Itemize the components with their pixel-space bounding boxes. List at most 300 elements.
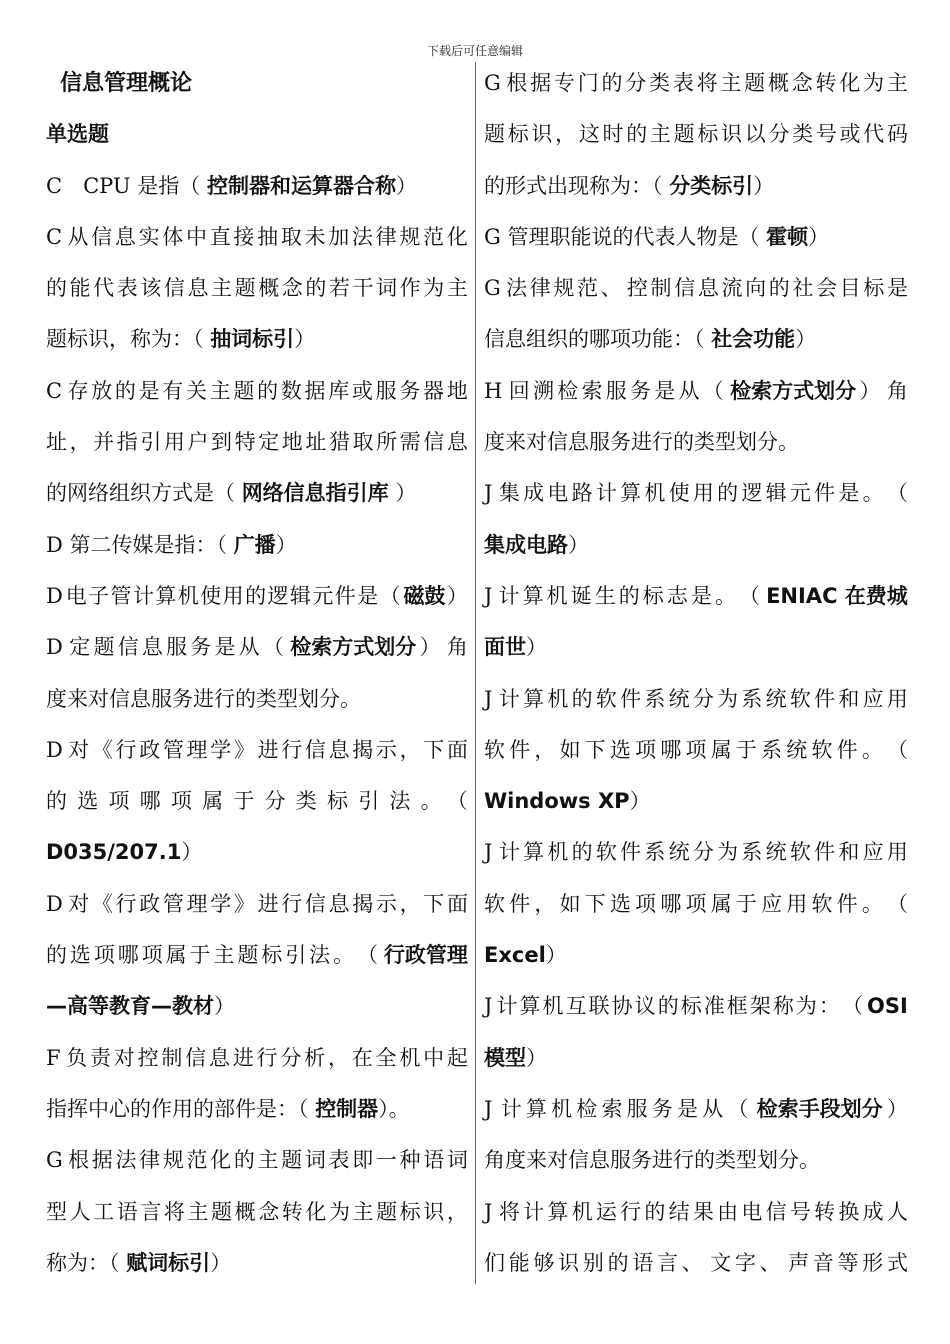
text-char: 使	[668, 481, 690, 506]
text-char: 词	[304, 1148, 326, 1173]
question-text: D 第二传媒是指：（	[46, 532, 234, 557]
text-char: 务	[190, 635, 212, 660]
question-text: 角度来对信息服务进行的类型划分。	[484, 1148, 820, 1173]
text-char: 社	[792, 276, 814, 301]
text-line	[484, 417, 908, 468]
text-char: 进	[232, 1045, 254, 1070]
text-char: 字	[734, 1250, 756, 1275]
question-text: 信息组织的哪项功能：（	[484, 327, 712, 352]
text-char: 果	[692, 1199, 714, 1224]
text-char: 元	[312, 583, 334, 608]
text-char: 标	[863, 276, 885, 301]
text-char: ：	[818, 994, 840, 1019]
text-char: 标	[507, 122, 529, 147]
text-char: 址	[305, 430, 327, 455]
text-char: 检	[576, 1096, 598, 1121]
text-char: 统	[668, 840, 690, 865]
text-char: 语	[116, 1199, 138, 1224]
text-char: 服	[626, 1096, 648, 1121]
text-char: 的	[768, 276, 790, 301]
text-char: 的	[717, 481, 739, 506]
text-char: 于	[189, 943, 211, 968]
text-char: 地	[446, 378, 468, 403]
text-char: 识	[423, 1199, 445, 1224]
text-char: 所	[376, 430, 398, 455]
text-char: 主	[649, 122, 671, 147]
text-char: 管	[162, 891, 184, 916]
text-char: 于	[233, 789, 255, 814]
text-char: 的	[233, 1148, 255, 1173]
text-char: 表	[672, 71, 694, 95]
text-char: J	[484, 994, 493, 1019]
text-char: 计	[500, 1096, 522, 1121]
answer-text: 检索手段划分	[756, 1096, 883, 1121]
text-char: 控	[137, 1045, 159, 1070]
answer-text: 分类标引	[669, 173, 754, 198]
text-char: 信	[765, 1199, 787, 1224]
text-char: 为	[328, 1199, 350, 1224]
text-char: 或	[839, 122, 861, 147]
text-char: 进	[257, 891, 279, 916]
document-title	[46, 58, 468, 109]
text-char: 进	[257, 737, 279, 762]
text-char: 号	[789, 1199, 811, 1224]
text-char: 服	[605, 378, 627, 403]
text-char: 准	[703, 994, 725, 1019]
text-char: 件	[509, 737, 531, 762]
text-char: 类	[649, 71, 671, 95]
text-char: G	[484, 276, 501, 301]
text-char: 化	[839, 71, 861, 95]
text-char: 语	[423, 1148, 445, 1173]
text-char: 对	[113, 1045, 135, 1070]
text-char: 用	[692, 481, 714, 506]
text-char: 集	[498, 481, 520, 506]
text-char: 的	[114, 378, 136, 403]
text-char: 存	[67, 378, 89, 403]
text-char: F	[46, 1045, 61, 1070]
question-text: C CPU 是指（	[46, 173, 207, 198]
text-char: 计	[595, 481, 617, 506]
text-char: 为	[717, 840, 739, 865]
text-char: 式	[886, 1250, 908, 1275]
text-char: 、	[600, 276, 622, 301]
text-char: 词	[446, 1148, 468, 1173]
text-char: 器	[423, 378, 445, 403]
text-char: 用	[163, 430, 185, 455]
text-char: 运	[595, 1199, 617, 1224]
text-char: 件	[620, 686, 642, 711]
text-char: 电	[547, 481, 569, 506]
text-char: 类	[295, 789, 317, 814]
text-char: 未	[304, 224, 326, 249]
text-char: 件	[620, 840, 642, 865]
text-char: 服	[166, 635, 188, 660]
text-char: 引	[140, 430, 162, 455]
text-char: 从	[678, 378, 700, 403]
text-line	[484, 622, 908, 673]
text-char: 统	[765, 686, 787, 711]
answer-text: 霍顿	[766, 224, 809, 249]
text-char: （	[262, 635, 284, 660]
text-char: 题	[233, 378, 255, 403]
text-char: 念	[281, 276, 303, 301]
answer-text: 赋词标引	[126, 1250, 211, 1275]
text-char: 息	[697, 276, 719, 301]
text-char: 属	[710, 891, 732, 916]
text-char: （	[379, 583, 401, 608]
text-char: 件	[814, 686, 836, 711]
text-char: 号	[815, 122, 837, 147]
text-char: 。	[862, 481, 884, 506]
text-char: 范	[423, 224, 445, 249]
text-char: 成	[862, 1199, 884, 1224]
text-char: 是	[654, 378, 676, 403]
text-char: 全	[375, 1045, 397, 1070]
text-char: J	[484, 840, 493, 865]
text-char: 议	[634, 994, 656, 1019]
text-char: （	[887, 891, 908, 916]
text-line	[46, 1238, 468, 1289]
question-text: ）	[294, 327, 316, 352]
text-char: 到	[211, 430, 233, 455]
text-char: 实	[138, 224, 160, 249]
text-char: 政	[139, 891, 161, 916]
text-char: 化	[305, 1199, 327, 1224]
text-line	[484, 674, 908, 725]
text-char: 电	[741, 1199, 763, 1224]
text-char: 选	[69, 943, 91, 968]
text-char: 项	[635, 737, 657, 762]
text-char: 的	[46, 276, 67, 301]
text-line	[46, 212, 468, 263]
text-char: 件	[814, 481, 836, 506]
text-char: J	[484, 1199, 493, 1224]
text-char: 责	[89, 1045, 111, 1070]
question-text: ）	[395, 173, 417, 198]
text-char: G	[46, 1148, 63, 1173]
text-char: 诞	[570, 583, 592, 608]
text-char: 放	[91, 378, 113, 403]
text-char: 、	[759, 1250, 781, 1275]
text-char: 从	[702, 1096, 724, 1121]
text-char: 对	[68, 737, 90, 762]
text-char: 词	[376, 276, 398, 301]
text-char: 路	[571, 481, 593, 506]
text-char: 转	[281, 1199, 303, 1224]
text-char: 能	[69, 276, 91, 301]
text-char: 务	[399, 378, 421, 403]
text-line	[484, 981, 908, 1032]
text-char: 制	[650, 276, 672, 301]
text-char: 辑	[289, 583, 311, 608]
text-line	[46, 109, 468, 160]
question-text: ）	[568, 532, 589, 557]
text-line	[46, 571, 468, 622]
text-char: 规	[399, 224, 421, 249]
text-line	[484, 58, 908, 109]
text-char: ，	[399, 737, 421, 762]
question-text: ）	[526, 1045, 547, 1070]
text-char: 息	[328, 737, 350, 762]
text-char: 计	[498, 840, 520, 865]
question-text: ）	[808, 224, 830, 249]
text-char: 是	[838, 481, 860, 506]
text-char: 引	[358, 789, 380, 814]
text-char: 。	[861, 737, 883, 762]
text-char: 结	[668, 1199, 690, 1224]
text-char: 加	[328, 224, 350, 249]
text-char: 地	[281, 430, 303, 455]
text-char: 的	[644, 1199, 666, 1224]
text-char: 计	[496, 994, 518, 1019]
text-char: 务	[651, 1096, 673, 1121]
question-text: ）	[214, 994, 235, 1019]
text-char: 是	[676, 1096, 698, 1121]
text-line	[46, 366, 468, 417]
question-text: ）。	[378, 1096, 410, 1121]
text-char: 的	[305, 276, 327, 301]
text-char: 行	[115, 891, 137, 916]
text-char: 是	[886, 276, 908, 301]
text-char: 信	[674, 276, 696, 301]
text-char: 接	[233, 224, 255, 249]
text-char: 律	[139, 1148, 161, 1173]
text-char: 用	[886, 686, 908, 711]
text-char: 索	[581, 378, 603, 403]
answer-text: ENIAC 在费城	[766, 583, 908, 608]
text-char: 的	[657, 994, 679, 1019]
text-char: 回	[508, 378, 530, 403]
text-char: 需	[399, 430, 421, 455]
text-char: 主	[446, 276, 468, 301]
question-text: 度来对信息服务进行的类型划分。	[46, 686, 361, 711]
text-char: 题	[673, 122, 695, 147]
question-text: 度来对信息服务进行的类型划分。	[484, 430, 799, 455]
text-char: 应	[761, 891, 783, 916]
text-char: 项	[141, 943, 163, 968]
text-char: 属	[165, 943, 187, 968]
text-char: 哪	[117, 943, 139, 968]
text-char: 务	[629, 378, 651, 403]
text-char: （	[727, 1096, 749, 1121]
text-char: 算	[519, 994, 541, 1019]
text-char: 志	[666, 583, 688, 608]
text-char: C	[46, 378, 63, 403]
text-line	[484, 1135, 908, 1186]
text-char: 》	[233, 737, 255, 762]
text-char: 型	[46, 1199, 67, 1224]
text-char: 。	[714, 583, 736, 608]
answer-text: 抽词标引	[210, 327, 295, 352]
text-char: 负	[66, 1045, 88, 1070]
text-char: 项	[635, 891, 657, 916]
text-line	[484, 468, 908, 519]
text-char: 起	[446, 1045, 468, 1070]
answer-text: OSI	[867, 994, 908, 1019]
text-char: 机	[542, 994, 564, 1019]
answer-text: D035/207.1	[46, 840, 182, 865]
text-char: 类	[792, 122, 814, 147]
text-char: 联	[588, 994, 610, 1019]
answer-text: 集成电路	[484, 532, 568, 557]
text-char: 题	[234, 276, 256, 301]
right-column	[484, 58, 908, 1289]
text-char: 系	[741, 840, 763, 865]
answer-text: 检索方式划分	[290, 635, 417, 660]
text-char: 件	[836, 891, 858, 916]
text-char: 人	[69, 1199, 91, 1224]
text-char: （	[356, 943, 378, 968]
text-char: 选	[609, 737, 631, 762]
text-char: 揭	[352, 737, 374, 762]
text-char: 题	[484, 122, 505, 147]
text-char: 成	[523, 481, 545, 506]
text-char: 算	[547, 1199, 569, 1224]
question-text: 指挥中心的作用的部件是：（	[46, 1096, 316, 1121]
text-char: 信	[91, 224, 113, 249]
text-char: 。	[333, 943, 355, 968]
text-line	[46, 314, 468, 365]
text-char: 辑	[765, 481, 787, 506]
text-char: 种	[399, 1148, 421, 1173]
column-divider	[475, 62, 476, 1284]
answer-text: 控制器	[315, 1096, 379, 1121]
text-char: 定	[258, 430, 280, 455]
text-char: 软	[595, 686, 617, 711]
text-char: 化	[210, 1148, 232, 1173]
text-char: D	[46, 583, 63, 608]
text-char: 题	[93, 635, 115, 660]
text-char: 范	[576, 276, 598, 301]
text-char: 识	[558, 1250, 580, 1275]
text-char: 库	[328, 378, 350, 403]
text-char: 析	[304, 1045, 326, 1070]
text-char: 据	[91, 1148, 113, 1173]
text-line	[46, 1084, 468, 1135]
text-char: 主	[187, 1199, 209, 1224]
text-char: 《	[91, 737, 113, 762]
question-text: ）	[526, 635, 547, 660]
text-line	[484, 930, 908, 981]
text-char: 的	[626, 122, 648, 147]
question-text: ）	[210, 1250, 232, 1275]
text-char: 行	[281, 891, 303, 916]
text-char: 索	[601, 1096, 623, 1121]
text-char: ，	[69, 430, 91, 455]
text-char: 属	[710, 737, 732, 762]
text-char: 下	[584, 737, 606, 762]
text-char: ，	[534, 891, 556, 916]
text-char: 的	[245, 583, 267, 608]
text-line	[46, 1187, 468, 1238]
question-text: 题标识，称为：（	[46, 327, 211, 352]
text-char: 换	[838, 1199, 860, 1224]
text-char: ，	[327, 1045, 349, 1070]
text-line	[484, 212, 908, 263]
text-char: 作	[399, 276, 421, 301]
text-char: 标	[642, 583, 664, 608]
text-char: 等	[837, 1250, 859, 1275]
text-char: 干	[352, 276, 374, 301]
text-line	[484, 879, 908, 930]
text-char: 址	[46, 430, 67, 455]
text-char: 子	[88, 583, 110, 608]
text-char: 哪	[660, 737, 682, 762]
text-char: 据	[304, 378, 326, 403]
text-char: 分	[692, 840, 714, 865]
text-char: 并	[93, 430, 115, 455]
text-char: 控	[626, 276, 648, 301]
question-text: ）	[545, 943, 567, 968]
text-char: 在	[351, 1045, 373, 1070]
text-char: 软	[484, 891, 505, 916]
text-char: 、	[681, 1250, 703, 1275]
text-char: 信	[163, 276, 185, 301]
text-char: 一	[375, 1148, 397, 1173]
text-char: 应	[862, 840, 884, 865]
text-char: 概	[258, 276, 280, 301]
text-char: 门	[577, 71, 599, 95]
text-char: 法	[115, 1148, 137, 1173]
text-char: 软	[811, 737, 833, 762]
text-char: 分	[625, 71, 647, 95]
question-text: ）	[795, 327, 817, 352]
text-char: 流	[721, 276, 743, 301]
answer-text: 检索方式划分	[730, 378, 857, 403]
text-char: 息	[187, 276, 209, 301]
text-char: D	[46, 891, 63, 916]
text-char: 制	[161, 1045, 183, 1070]
text-char: 标	[697, 122, 719, 147]
text-char: 《	[91, 891, 113, 916]
text-char: 的	[571, 686, 593, 711]
text-char: 目	[839, 276, 861, 301]
text-char: 即	[352, 1148, 374, 1173]
text-char: 规	[162, 1148, 184, 1173]
answer-text: 模型	[484, 1045, 526, 1070]
text-char: 称	[772, 994, 794, 1019]
text-char: 元	[789, 481, 811, 506]
text-char: 从	[238, 635, 260, 660]
text-line	[46, 1033, 468, 1084]
text-char: 从	[67, 224, 89, 249]
text-char: 项	[108, 789, 130, 814]
text-char: 或	[351, 378, 373, 403]
text-char: 行	[115, 737, 137, 762]
text-char: 专	[553, 71, 575, 95]
text-char: 机	[547, 686, 569, 711]
text-char: 工	[93, 1199, 115, 1224]
text-char: 该	[140, 276, 162, 301]
text-char: 架	[749, 994, 771, 1019]
text-line	[484, 571, 908, 622]
text-char: 服	[375, 378, 397, 403]
text-char: （	[446, 789, 468, 814]
text-char: 示	[375, 737, 397, 762]
text-char: 息	[328, 891, 350, 916]
text-char: 法	[351, 224, 373, 249]
text-char: 框	[726, 994, 748, 1019]
text-char: J	[484, 686, 493, 711]
text-char: ）	[859, 378, 881, 403]
text-char: 信	[185, 1045, 207, 1070]
text-char: 信	[423, 430, 445, 455]
text-char: 律	[529, 276, 551, 301]
text-char: 政	[139, 737, 161, 762]
text-char: 机	[546, 583, 568, 608]
text-char: （	[841, 994, 863, 1019]
